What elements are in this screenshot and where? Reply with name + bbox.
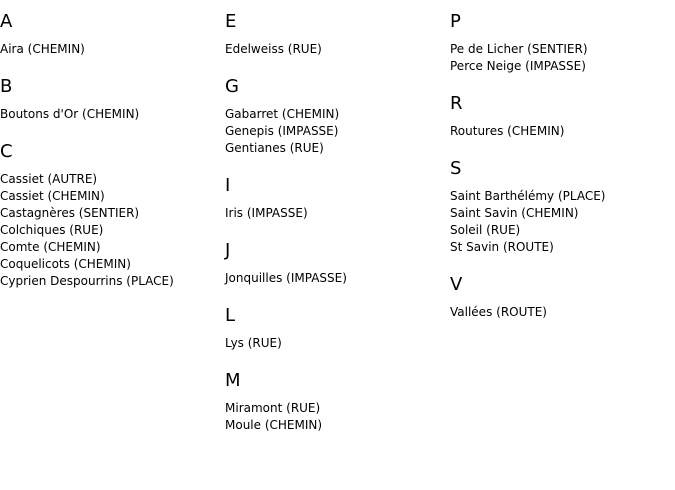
street-item: Gabarret (CHEMIN) [225, 107, 340, 121]
group-letter: M [225, 370, 241, 391]
street-item: Coquelicots (CHEMIN) [0, 257, 131, 271]
street-list [0, 106, 225, 123]
group-letter: B [0, 76, 13, 97]
street-item: Gentianes (RUE) [225, 141, 324, 155]
street-list [225, 205, 450, 222]
letter-group-l [225, 305, 450, 352]
street-item: Routures (CHEMIN) [450, 124, 565, 138]
street-item: Boutons d'Or (CHEMIN) [0, 107, 140, 121]
street-list [225, 270, 450, 287]
letter-group-c [0, 141, 225, 290]
letter-group-p [450, 11, 675, 75]
group-letter: L [225, 305, 236, 326]
street-item: Soleil (RUE) [450, 223, 521, 237]
letter-group-b [0, 76, 225, 123]
street-item: Lys (RUE) [225, 336, 282, 350]
group-letter: G [225, 76, 239, 97]
street-list [450, 188, 675, 256]
letter-group-j [225, 240, 450, 287]
street-index-column-2 [225, 0, 450, 434]
street-item: Colchiques (RUE) [0, 223, 104, 237]
street-list [450, 123, 675, 140]
group-letter: C [0, 141, 13, 162]
letter-group-s [450, 158, 675, 256]
street-item: Cyprien Despourrins (PLACE) [0, 274, 174, 288]
street-list [0, 171, 225, 290]
letter-group-i [225, 175, 450, 222]
group-letter: S [450, 158, 462, 179]
group-letter: R [450, 93, 463, 114]
group-letter: A [0, 11, 13, 32]
street-item: St Savin (ROUTE) [450, 240, 554, 254]
street-item: Cassiet (CHEMIN) [0, 189, 105, 203]
letter-group-g [225, 76, 450, 157]
street-list [225, 106, 450, 157]
street-index-column-1 [0, 0, 225, 290]
street-item: Aira (CHEMIN) [0, 42, 85, 56]
street-index-column-3 [450, 0, 675, 321]
letter-group-v [450, 274, 675, 321]
group-letter: I [225, 175, 231, 196]
group-letter: V [450, 274, 463, 295]
letter-group-a [0, 11, 225, 58]
group-letter: P [450, 11, 461, 32]
street-item: Genepis (IMPASSE) [225, 124, 339, 138]
street-item: Miramont (RUE) [225, 401, 321, 415]
street-list [225, 400, 450, 434]
street-item: Moule (CHEMIN) [225, 418, 323, 432]
street-item: Jonquilles (IMPASSE) [225, 271, 347, 285]
street-item: Comte (CHEMIN) [0, 240, 101, 254]
street-item: Perce Neige (IMPASSE) [450, 59, 586, 73]
street-item: Iris (IMPASSE) [225, 206, 308, 220]
letter-group-r [450, 93, 675, 140]
street-list [225, 41, 450, 58]
letter-group-e [225, 11, 450, 58]
street-item: Castagnères (SENTIER) [0, 206, 140, 220]
letter-group-m [225, 370, 450, 434]
street-item: Pe de Licher (SENTIER) [450, 42, 588, 56]
street-list [225, 335, 450, 352]
street-list [450, 41, 675, 75]
street-item: Vallées (ROUTE) [450, 305, 547, 319]
street-item: Saint Barthélémy (PLACE) [450, 189, 606, 203]
street-item: Cassiet (AUTRE) [0, 172, 98, 186]
street-item: Edelweiss (RUE) [225, 42, 322, 56]
street-list [450, 304, 675, 321]
street-item: Saint Savin (CHEMIN) [450, 206, 579, 220]
group-letter: J [225, 240, 231, 261]
group-letter: E [225, 11, 237, 32]
street-list [0, 41, 225, 58]
